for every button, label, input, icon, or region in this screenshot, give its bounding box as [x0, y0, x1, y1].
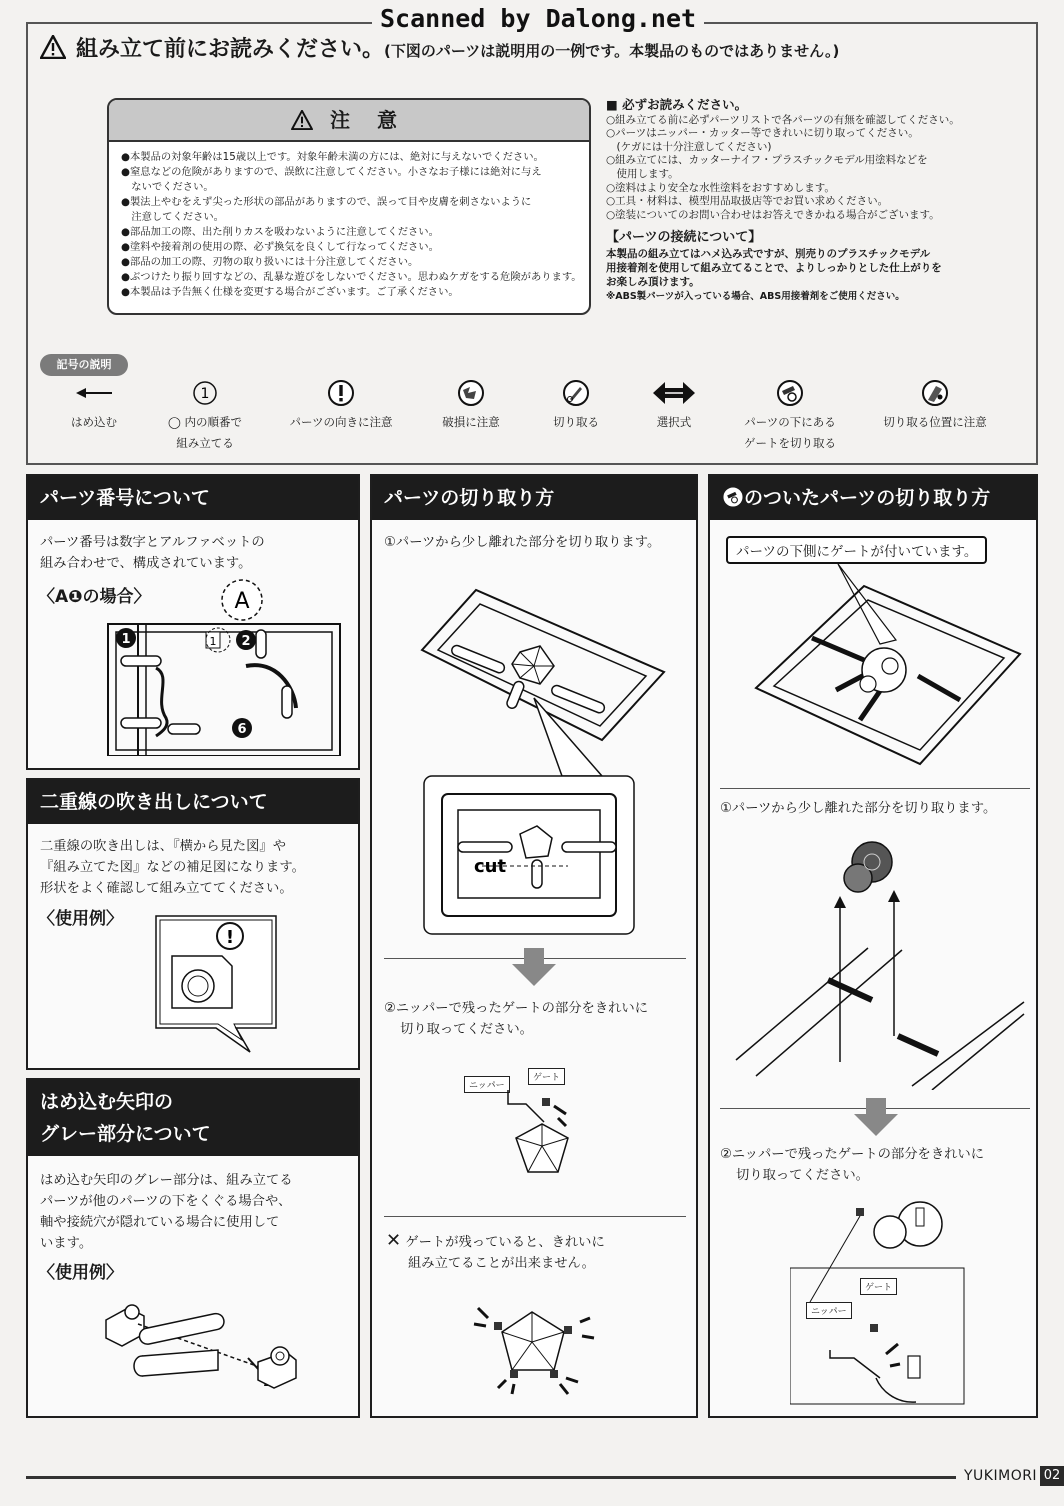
panel-title: パーツの切り取り方 — [372, 476, 696, 520]
gate-label: ゲート — [528, 1068, 565, 1085]
caution-heading — [109, 100, 589, 142]
arrow-left-icon — [74, 378, 114, 408]
text-line: 形状をよく確認して組み立ててください。 — [40, 881, 293, 896]
under-gate-icon — [775, 378, 805, 408]
callout-bubble: パーツの下側にゲートが付いています。 — [726, 536, 987, 564]
caution-item: ないでください。 — [121, 181, 214, 193]
symbol-label: 切り取る — [553, 415, 599, 429]
caution-item: ●部品の加工の際、刃物の取り扱いには十分注意してください。 — [121, 256, 419, 268]
notes-item: ○工具・材料は、模型用品取扱店等でお買い求めください。 — [606, 195, 889, 208]
panel-title-line: グレー部分について — [40, 1123, 211, 1145]
divider — [720, 788, 1030, 789]
step-1: ①パーツから少し離れた部分を切り取ります。 — [720, 801, 997, 816]
text-line: 切り取ってください。 — [400, 1022, 533, 1037]
symbol-label: ◯ 内の順番で — [167, 415, 243, 429]
caution-list — [109, 150, 589, 300]
abs-note: ※ABS製パーツが入っている場合、ABS用接着剤をご使用ください。 — [606, 290, 905, 302]
cut-position-icon — [920, 378, 950, 408]
text-line: はめ込む矢印のグレー部分は、組み立てる — [40, 1173, 293, 1188]
panel-title — [710, 476, 1036, 520]
page-header — [40, 32, 839, 63]
symbol-label: 組み立てる — [176, 436, 234, 450]
footer-rule — [26, 1476, 956, 1479]
example-label: 〈使用例〉 — [38, 1263, 123, 1283]
symbol-label: はめ込む — [71, 415, 117, 429]
under-gate-icon — [722, 486, 744, 508]
header-title: 組み立て前にお読みください。 — [76, 37, 385, 62]
symbol-label: 破損に注意 — [442, 415, 500, 429]
connect-line: 用接着剤を使用して組み立てることで、よりしっかりとした仕上がりを — [606, 262, 942, 275]
notes-item: ○パーツはニッパー・カッター等できれいに切り取ってください。 — [606, 127, 919, 140]
example-label: 〈使用例〉 — [38, 909, 123, 929]
break-icon — [456, 378, 486, 408]
symbol-label: ゲートを切り取る — [744, 436, 836, 450]
panel-under-gate — [708, 474, 1038, 1418]
symbol-under-gate — [732, 378, 848, 454]
panel-text — [40, 1170, 293, 1254]
symbols-badge: 記号の説明 — [40, 354, 128, 376]
gate-remaining-diagram — [468, 1298, 598, 1408]
notes-heading: ■ 必ずお読みください。 — [606, 97, 748, 112]
circled-number-icon — [190, 378, 220, 408]
cut-label: cut — [474, 856, 507, 877]
part-number-2: 2 — [241, 634, 251, 649]
callout-diagram — [152, 912, 282, 1062]
caution-item: ●製法上やむをえず尖った形状の部品がありますので、誤って目や皮膚を刺さないように — [121, 196, 532, 208]
down-arrow-icon — [854, 1098, 898, 1136]
step-2 — [720, 1144, 984, 1186]
text-line: ②ニッパーで残ったゲートの部分をきれいに — [720, 1147, 985, 1162]
text-line: 軸や接続穴が隠れている場合に使用して — [40, 1215, 280, 1230]
header-subtitle: (下図のパーツは説明用の一例です。本製品のものではありません。) — [384, 42, 840, 60]
text-line: 組み立てることが出来ません。 — [408, 1256, 595, 1271]
text-line: パーツ番号は数字とアルファベットの — [40, 535, 265, 550]
symbol-label: 切り取る位置に注意 — [883, 415, 987, 429]
connect-line: お楽しみ頂けます。 — [606, 276, 700, 289]
symbol-label: パーツの下にある — [744, 415, 836, 429]
runner-cut-diagram — [402, 580, 682, 940]
notes-item: (ケガには十分注意してください) — [606, 140, 772, 153]
step-2 — [384, 998, 648, 1040]
caution-item: ●ぶつけたり振り回すなどの、乱暴な遊びをしないでください。思わぬケガをする危険があります。 — [121, 271, 582, 283]
connect-heading: 【パーツの接続について】 — [606, 230, 762, 246]
part-number-1: 1 — [121, 632, 131, 647]
notes-item: ○塗装についてのお問い合わせはお答えできかねる場合がございます。 — [606, 208, 940, 221]
text-line: 組み合わせで、構成されています。 — [40, 556, 252, 571]
x-mark-icon: ✕ — [386, 1230, 402, 1251]
text-line: ②ニッパーで残ったゲートの部分をきれいに — [384, 1001, 649, 1016]
nipper-cut-diagram — [462, 1086, 612, 1196]
caution-item: ●塗料や接着剤の使用の際、必ず換気を良くして行なってください。 — [121, 241, 439, 253]
cut-icon — [561, 378, 591, 408]
caution-item: ●部品加工の際、出た削りカスを吸わないように注意してください。 — [121, 226, 439, 238]
down-arrow-icon — [512, 948, 556, 986]
choice-arrows-icon — [651, 378, 697, 408]
caution-box — [107, 98, 591, 315]
panel-cutting — [370, 474, 698, 1418]
text-line: 『組み立てた図』などの補足図になります。 — [40, 860, 305, 875]
text-line: 切り取ってください。 — [736, 1168, 869, 1183]
caution-item: ●本製品は予告無く仕様を変更する場合がございます。ご了承ください。 — [121, 286, 459, 298]
panel-title-text: のついたパーツの切り取り方 — [744, 487, 991, 509]
part-removal-diagram — [732, 840, 1028, 1090]
symbol-order — [160, 378, 250, 454]
part-number-box: 1 — [209, 635, 217, 648]
runner-letter: A — [234, 589, 250, 614]
text-line: 二重線の吹き出しは、『横から見た図』や — [40, 839, 286, 854]
warning-triangle-icon — [291, 110, 313, 130]
text-line: パーツが他のパーツの下をくぐる場合や、 — [40, 1194, 292, 1209]
panel-part-number — [26, 474, 360, 770]
gate-label: ゲート — [860, 1278, 897, 1295]
warning-text — [386, 1230, 605, 1274]
symbol-insert — [60, 378, 128, 433]
caution-item: ●窒息などの危険がありますので、誤飲に注意してください。小さなお子様には絶対に与え — [121, 166, 542, 178]
panel-title: パーツ番号について — [28, 476, 358, 520]
panel-double-line — [26, 778, 360, 1070]
panel-title: 二重線の吹き出しについて — [28, 780, 358, 824]
caution-item: 注意してください。 — [121, 211, 224, 223]
panel-text — [40, 836, 305, 899]
connect-line: 本製品の組み立てはハメ込み式ですが、別売りのプラスチックモデル — [606, 247, 931, 260]
panel-title — [28, 1080, 358, 1156]
symbol-cut-position — [874, 378, 996, 433]
runner-under-gate-diagram — [740, 564, 1030, 774]
symbol-orientation — [280, 378, 402, 433]
text-line: います。 — [40, 1236, 93, 1251]
nipper-label: ニッパー — [464, 1076, 510, 1093]
symbol-break — [432, 378, 510, 433]
warning-triangle-icon — [40, 35, 66, 59]
notes-item: ○組み立てには、カッターナイフ・プラスチックモデル用塗料などを — [606, 154, 928, 167]
assembly-diagram — [98, 1290, 318, 1400]
step-1: ①パーツから少し離れた部分を切り取ります。 — [384, 535, 661, 550]
part-number-6: 6 — [237, 722, 247, 737]
notes-item: ○組み立てる前に必ずパーツリストで各パーツの有無を確認してください。 — [606, 113, 960, 126]
watermark: Scanned by Dalong.net — [372, 4, 704, 33]
caution-item: ●本製品の対象年齢は15歳以上です。対象年齢未満の方には、絶対に与えないでください。 — [121, 151, 544, 163]
symbol-choice — [646, 378, 702, 433]
nipper-label: ニッパー — [806, 1302, 852, 1319]
panel-text — [40, 532, 265, 574]
runner-diagram — [98, 576, 348, 756]
example-label: 〈A❶の場合〉 — [38, 587, 151, 607]
symbol-label: 選択式 — [656, 415, 692, 429]
symbol-cut — [544, 378, 608, 433]
panel-grey-arrow — [26, 1078, 360, 1418]
page-number: 02 — [1040, 1466, 1064, 1486]
notes-item: 使用します。 — [606, 167, 679, 180]
text-line: ゲートが残っていると、きれいに — [405, 1235, 605, 1250]
exclamation-mark: ! — [225, 927, 235, 948]
read-notes — [606, 98, 1006, 303]
divider — [384, 1216, 686, 1217]
exclamation-icon — [326, 378, 356, 408]
symbol-label: パーツの向きに注意 — [289, 415, 393, 429]
panel-title-line: はめ込む矢印の — [40, 1091, 174, 1113]
circled-number-glyph: 1 — [200, 386, 210, 402]
footer-brand: YUKIMORI — [964, 1468, 1038, 1484]
notes-item: ○塗料はより安全な水性塗料をおすすめします。 — [606, 181, 835, 194]
caution-title: 注 意 — [330, 108, 407, 132]
